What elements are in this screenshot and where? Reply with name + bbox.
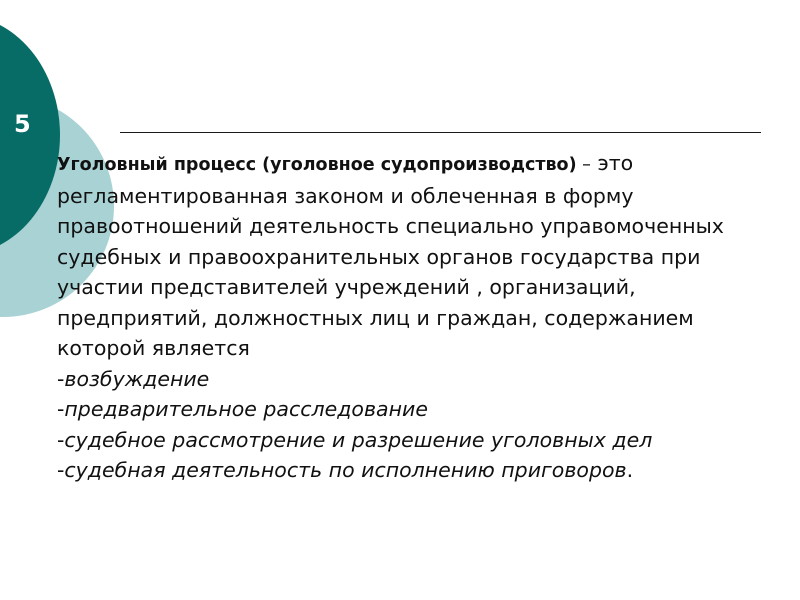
list-item-prefix: - <box>57 427 65 452</box>
list-item-text: судебная деятельность по исполнению приговоров <box>64 458 627 482</box>
title-divider <box>120 132 761 133</box>
list-item <box>57 364 767 395</box>
list-item-text: предварительное расследование <box>64 397 428 421</box>
list-item-prefix: - <box>57 397 65 421</box>
slide-number: 5 <box>14 110 31 138</box>
list-item <box>57 455 767 486</box>
defined-term: Уголовный процесс (уголовное судопроизводство) <box>57 155 577 175</box>
definition-text: это регламентированная законом и облеченная в форму правоотношений деятельность специально управомоченных судебных и правоохранительных органов государства при участии представителей учреждений , организаций, предприятий, должностных лиц и граждан, содержанием которой является <box>57 151 724 360</box>
list-item-suffix: . <box>626 458 634 482</box>
definition-block <box>57 148 767 486</box>
list-item-text: судебное рассмотрение и разрешение уголовных дел <box>64 427 653 452</box>
list-item <box>57 425 767 456</box>
list-item-prefix: - <box>57 458 65 482</box>
term-dash: – <box>576 155 591 175</box>
list-item-prefix: - <box>57 366 65 391</box>
list-item-text: возбуждение <box>64 366 210 391</box>
list-item <box>57 394 767 425</box>
